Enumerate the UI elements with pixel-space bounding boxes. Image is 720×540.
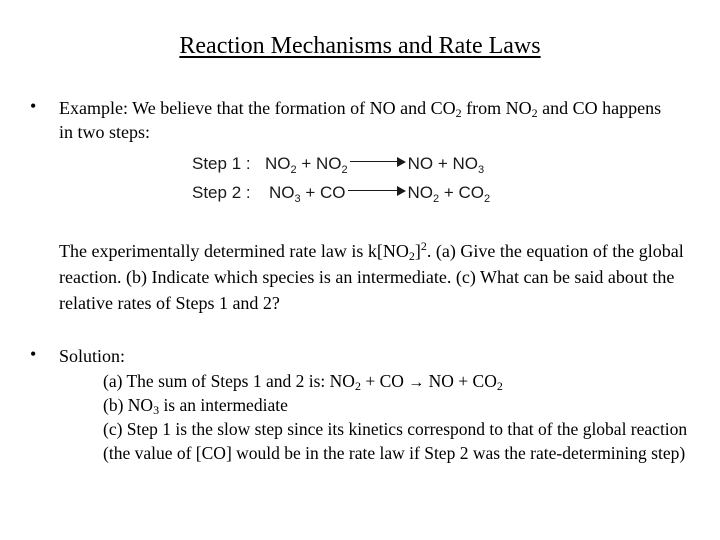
step-1-plus-2: + bbox=[433, 154, 453, 173]
slide-title: Reaction Mechanisms and Rate Laws bbox=[179, 33, 541, 59]
step-1-reactant-1: NO bbox=[265, 154, 291, 173]
question-sup: 2 bbox=[420, 239, 427, 253]
bullet-solution: • bbox=[30, 344, 37, 364]
solution-a-text-c: NO + CO bbox=[424, 371, 497, 391]
step-2-product-1-sub: 2 bbox=[433, 193, 440, 205]
solution-part-a bbox=[103, 369, 503, 395]
example-text-b: from NO bbox=[461, 98, 532, 118]
solution-a-text-b: + CO bbox=[360, 371, 409, 391]
example-sub-a: 2 bbox=[455, 106, 462, 120]
solution-part-c: (c) Step 1 is the slow step since its kinetics correspond to that of the global reaction (the value of [CO] would be in the rate law if Step 2 was the rate-determining step) bbox=[103, 419, 688, 463]
solution-a-sub-1: 2 bbox=[354, 379, 361, 393]
solution-heading: Solution: bbox=[59, 346, 126, 366]
solution-a-text-a: (a) The sum of Steps 1 and 2 is: NO bbox=[103, 371, 355, 391]
step-2-reactant-1: NO bbox=[269, 183, 295, 202]
reaction-arrow-icon bbox=[348, 186, 406, 196]
question-sub: 2 bbox=[408, 249, 415, 263]
step-2-product-2-sub: 2 bbox=[484, 193, 491, 205]
step-2-reactant-1-sub: 3 bbox=[294, 193, 301, 205]
step-1-plus-1: + bbox=[296, 154, 316, 173]
example-paragraph bbox=[59, 96, 679, 144]
step-1-reaction bbox=[265, 154, 484, 174]
question-text-a: The experimentally determined rate law is k[NO bbox=[59, 241, 409, 261]
question-text-b: ] bbox=[414, 241, 421, 261]
solution-b-text-a: (b) NO bbox=[103, 395, 154, 415]
bullet-example: • bbox=[30, 96, 37, 116]
step-2-reactant-2: CO bbox=[320, 183, 346, 202]
solution-b-text-b: is an intermediate bbox=[159, 395, 288, 415]
step-2-reaction bbox=[269, 183, 490, 203]
question-text-c: . (a) Give the equation of the global reaction. (b) Indicate which species is an intermediate. (c) What can be said about the relative rates of Steps 1 and 2? bbox=[59, 241, 684, 313]
solution-a-sub-2: 2 bbox=[496, 379, 503, 393]
solution-arrow-icon: → bbox=[408, 374, 425, 391]
reaction-arrow-icon bbox=[350, 157, 406, 167]
solution-part-b bbox=[103, 393, 288, 417]
step-1-product-2: NO bbox=[452, 154, 478, 173]
example-text-c: and CO happens in two steps: bbox=[59, 98, 662, 142]
step-2-product-2: CO bbox=[458, 183, 484, 202]
step-1-reactant-2: NO bbox=[316, 154, 342, 173]
step-2-plus-2: + bbox=[439, 183, 459, 202]
solution-b-sub: 3 bbox=[153, 403, 160, 417]
example-sub-b: 2 bbox=[531, 106, 538, 120]
step-2-product-1: NO bbox=[407, 183, 433, 202]
step-2-label: Step 2 : bbox=[192, 183, 251, 202]
question-paragraph bbox=[59, 238, 689, 316]
example-text-a: Example: We believe that the formation of NO and CO bbox=[59, 98, 456, 118]
step-1-label: Step 1 : bbox=[192, 154, 251, 173]
step-1-product-2-sub: 3 bbox=[478, 164, 485, 176]
step-1-product-1: NO bbox=[407, 154, 434, 173]
step-1-reactant-2-sub: 2 bbox=[341, 164, 348, 176]
step-1-reactant-1-sub: 2 bbox=[290, 164, 297, 176]
step-2-plus-1: + bbox=[300, 183, 320, 202]
